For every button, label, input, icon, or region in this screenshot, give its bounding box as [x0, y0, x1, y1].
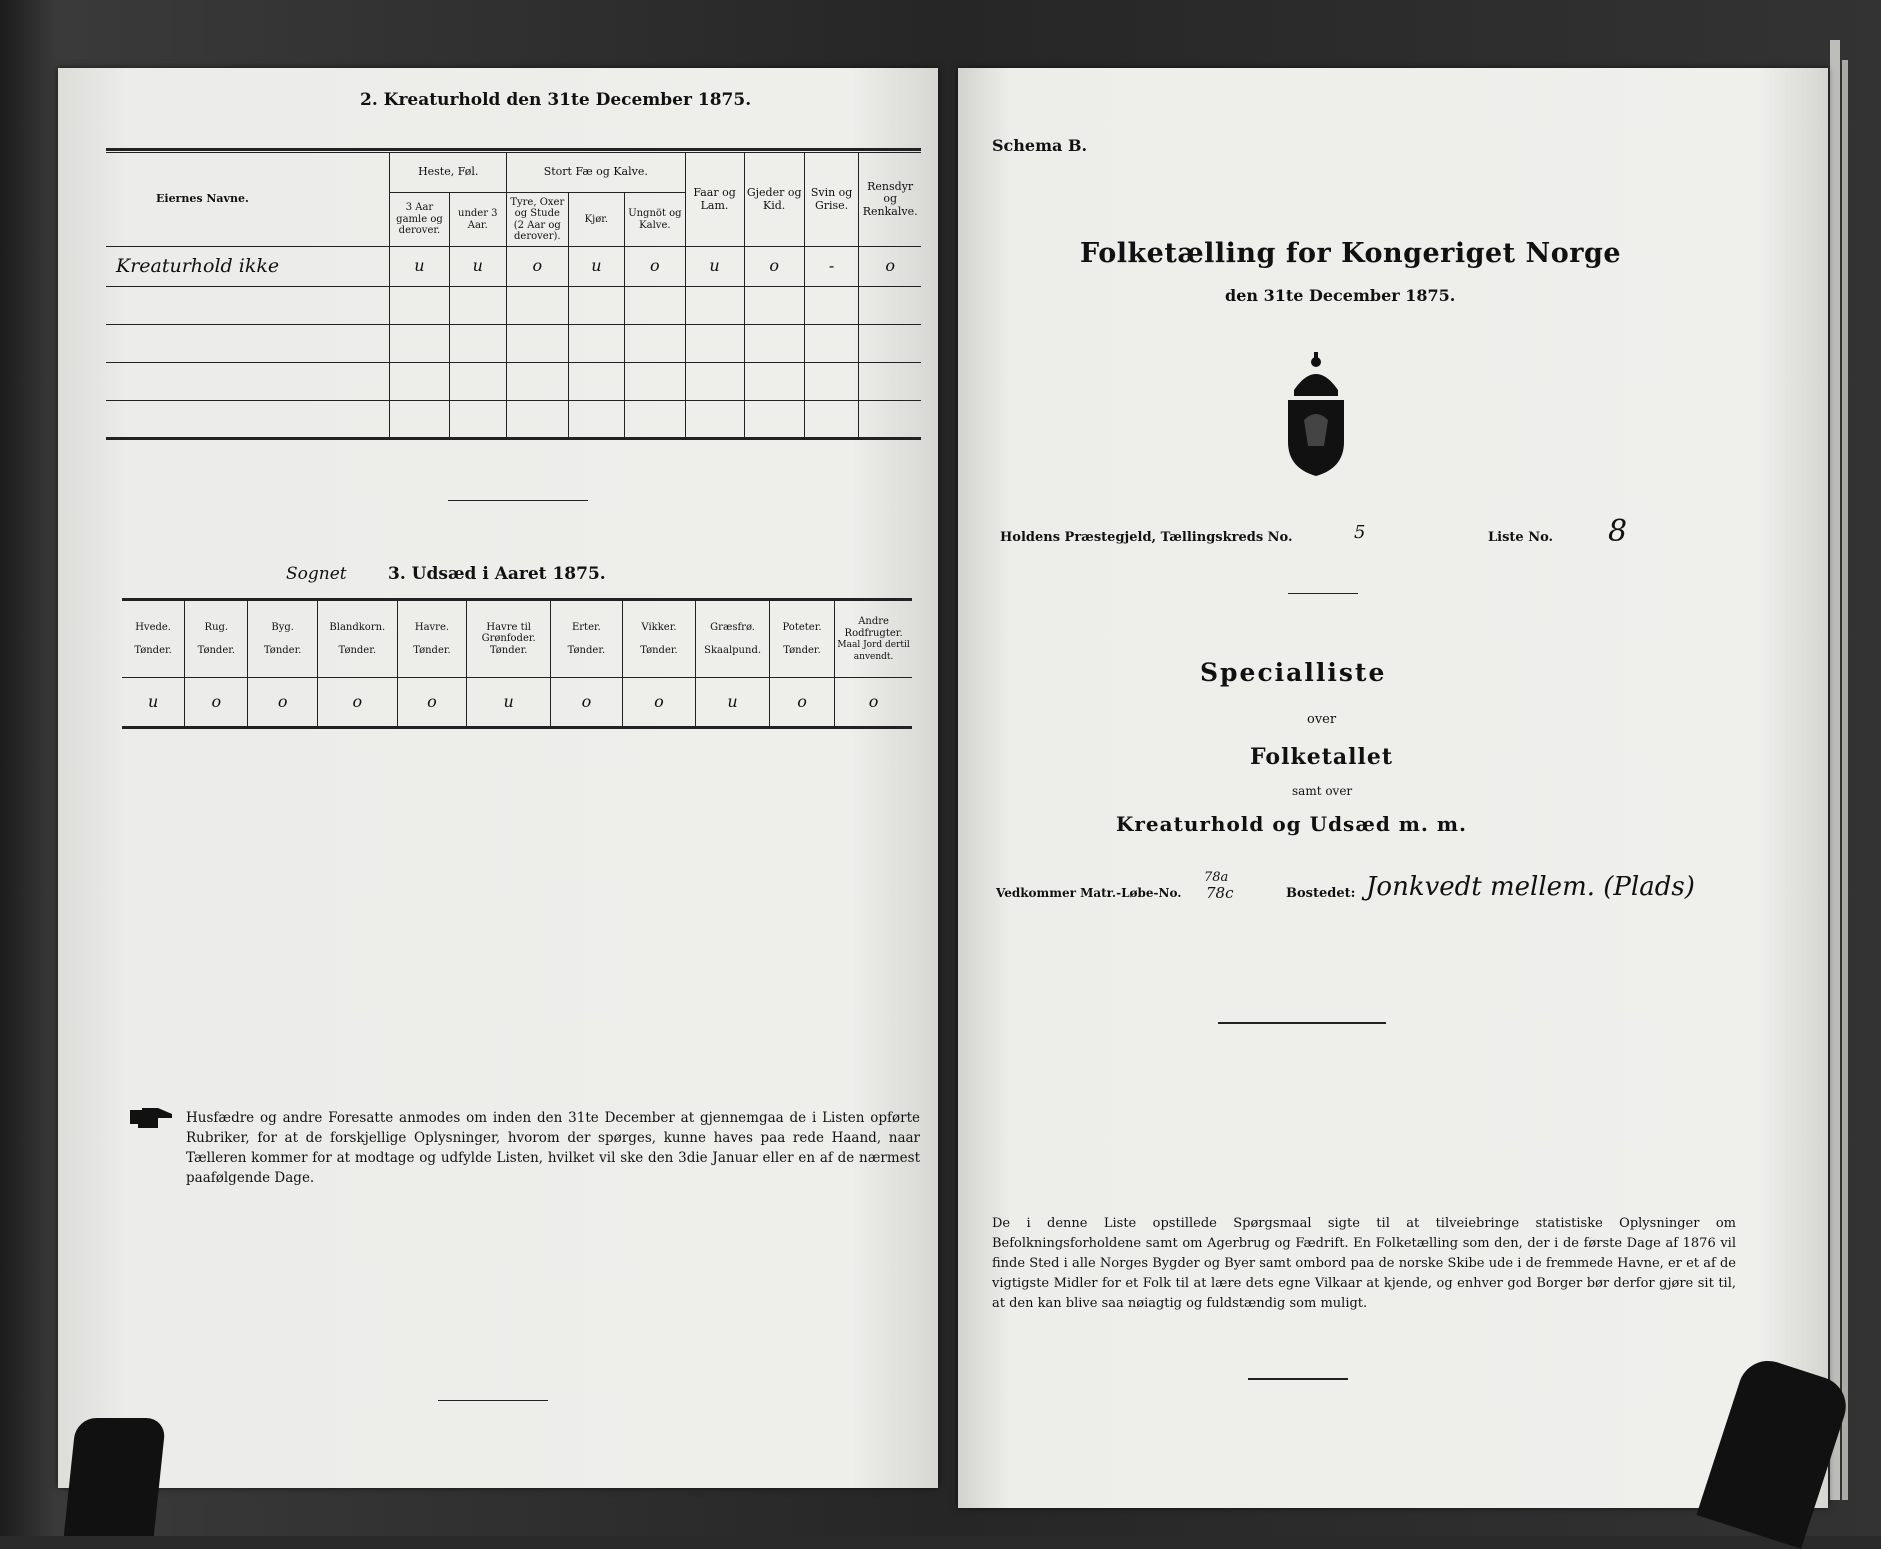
table-row: [106, 287, 921, 325]
seed-header: Vikker. Tønder.: [622, 600, 696, 678]
value-cell: -: [804, 247, 859, 287]
value-cell: o: [551, 678, 623, 728]
kreaturhold-title: Kreaturhold og Udsæd m. m.: [1116, 812, 1467, 836]
date-line: den 31te December 1875.: [1225, 286, 1456, 305]
right-page: [958, 68, 1828, 1508]
parish-number: 5: [1354, 522, 1366, 543]
seed-header: Havre til Grønfoder. Tønder.: [467, 600, 551, 678]
section3-prefix: Sognet: [286, 564, 347, 584]
seed-header: Rug. Tønder.: [185, 600, 248, 678]
horses-old-header: 3 Aar gamle og derover.: [390, 193, 449, 247]
matr-value-top: 78a: [1204, 870, 1229, 885]
matr-value: 78c: [1206, 884, 1234, 902]
reindeer-header: Rensdyr og Renkalve.: [859, 153, 921, 247]
binder-clip: [64, 1418, 166, 1536]
value-cell: o: [622, 678, 696, 728]
value-cell: u: [390, 247, 449, 287]
sheep-header: Faar og Lam.: [685, 153, 744, 247]
horses-young-header: under 3 Aar.: [449, 193, 507, 247]
young-cattle-header: Ungnöt og Kalve.: [625, 193, 685, 247]
goats-header: Gjeder og Kid.: [744, 153, 804, 247]
table-row: [106, 325, 921, 363]
owner-name-cell: Kreaturhold ikke: [106, 247, 390, 287]
page-edge: [1842, 60, 1848, 1500]
livestock-table: [106, 152, 921, 440]
seed-header: Hvede. Tønder.: [122, 600, 185, 678]
main-title: Folketælling for Kongeriget Norge: [1080, 238, 1622, 269]
section3-title: 3. Udsæd i Aaret 1875.: [388, 564, 606, 584]
seed-header: Græsfrø. Skaalpund.: [696, 600, 770, 678]
value-cell: o: [185, 678, 248, 728]
left-page: [58, 68, 938, 1488]
over-text: over: [1307, 712, 1337, 727]
value-cell: o: [397, 678, 466, 728]
schema-label: Schema B.: [992, 136, 1088, 155]
value-cell: o: [769, 678, 834, 728]
seed-header: Havre. Tønder.: [397, 600, 466, 678]
value-cell: o: [317, 678, 397, 728]
coat-of-arms-icon: [1280, 350, 1352, 478]
divider: [1248, 1378, 1348, 1380]
value-cell: u: [467, 678, 551, 728]
divider: [438, 1400, 548, 1401]
divider: [448, 500, 588, 501]
owner-name-header: Eiernes Navne.: [106, 153, 390, 247]
parish-label: Holdens Præstegjeld, Tællingskreds No.: [1000, 530, 1293, 545]
value-cell: u: [568, 247, 625, 287]
table-row: [106, 363, 921, 401]
value-cell: u: [696, 678, 770, 728]
seed-header: Byg. Tønder.: [248, 600, 317, 678]
value-cell: o: [625, 247, 685, 287]
page-edge: [1830, 40, 1840, 1500]
table-row: [106, 247, 921, 287]
seed-table: [122, 598, 912, 729]
bulls-header: Tyre, Oxer og Stude (2 Aar og derover).: [507, 193, 568, 247]
section2-title: 2. Kreaturhold den 31te December 1875.: [360, 90, 752, 110]
seed-header: Andre Rodfrugter. Maal Jord dertil anvendt.: [835, 600, 912, 678]
table-row: [122, 678, 912, 728]
value-cell: o: [507, 247, 568, 287]
value-cell: o: [248, 678, 317, 728]
folketallet-title: Folketallet: [1250, 744, 1393, 770]
bosted-value: Jonkvedt mellem. (Plads): [1366, 872, 1695, 902]
specialliste-title: Specialliste: [1200, 658, 1387, 687]
list-label: Liste No.: [1488, 530, 1554, 545]
divider: [1288, 593, 1358, 594]
matr-label: Vedkommer Matr.-Løbe-No.: [996, 886, 1182, 900]
cows-header: Kjør.: [568, 193, 625, 247]
list-number: 8: [1608, 514, 1628, 549]
value-cell: o: [744, 247, 804, 287]
value-cell: u: [685, 247, 744, 287]
pointing-hand-icon: [128, 1104, 174, 1134]
value-cell: o: [859, 247, 921, 287]
seed-header: Blandkorn. Tønder.: [317, 600, 397, 678]
table-row: [106, 401, 921, 439]
cattle-header: Stort Fæ og Kalve.: [507, 153, 685, 193]
divider: [1218, 1022, 1386, 1024]
seed-header: Erter. Tønder.: [551, 600, 623, 678]
bosted-label: Bostedet:: [1286, 886, 1356, 901]
samt-over-text: samt over: [1292, 784, 1353, 798]
value-cell: o: [835, 678, 912, 728]
seed-header: Poteter. Tønder.: [769, 600, 834, 678]
rule: [106, 148, 921, 151]
notice-text: Husfædre og andre Foresatte anmodes om inden den 31te December at gjennemgaa de i Listen opførte Rubriker, for at de forskjellige Oplysninger, hvorom der spørges, kunne haves paa rede Haand, naar Tælleren kommer for at modtage og udfylde Listen, hvilket vil ske den 3die Januar eller en af de nærmest paafølgende Dage.: [186, 1110, 920, 1186]
value-cell: u: [122, 678, 185, 728]
intro-paragraph: De i denne Liste opstillede Spørgsmaal sigte til at tilveiebringe statistiske Oplysninger om Befolkningsforholdene samt om Agerbrug og Fædrift. En Folketælling som den, der i de første Dage af 1876 vil finde Sted i alle Norges Bygder og Byer samt ombord paa de norske Skibe ude i de fremmede Havne, er et af de vigtigste Midler for et Folk til at lære dets egne Vilkaar at kjende, og enhver god Borger bør derfor gjøre sit til, at den kan blive saa nøiagtig og fuldstændig som muligt.: [992, 1216, 1736, 1311]
value-cell: u: [449, 247, 507, 287]
pigs-header: Svin og Grise.: [804, 153, 859, 247]
horses-header: Heste, Føl.: [390, 153, 507, 193]
